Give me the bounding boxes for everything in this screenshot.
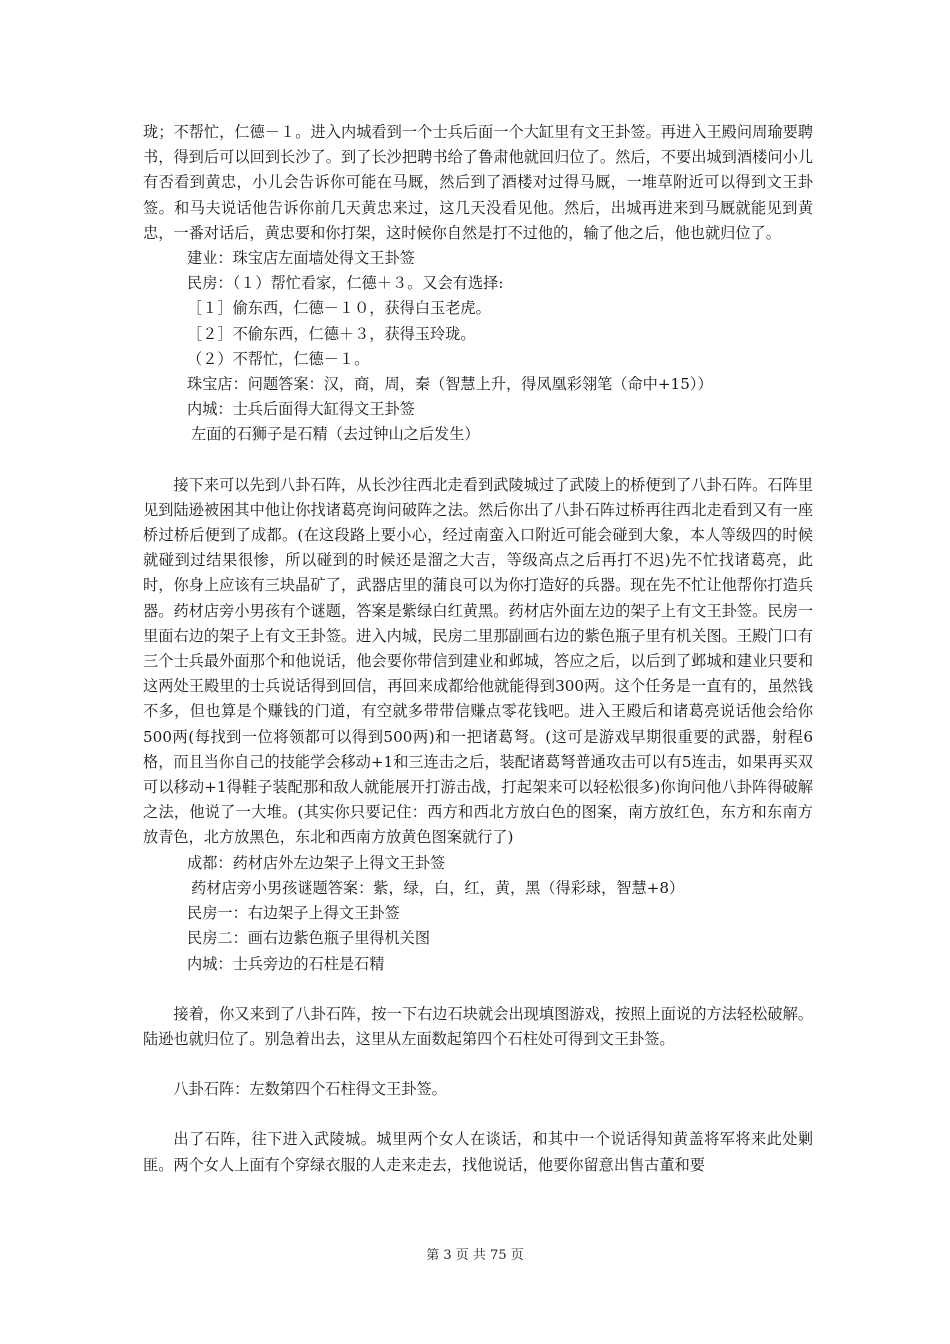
blank-line — [143, 448, 813, 473]
page-number: 第 3 页 共 75 页 — [426, 1248, 524, 1263]
list-item: 民房二：画右边紫色瓶子里得机关图 — [187, 929, 430, 948]
list-item: 内城：士兵后面得大缸得文王卦签 — [187, 400, 415, 419]
blank-line — [143, 977, 813, 1002]
list-item: ［２］不偷东西，仁德＋３，获得玉玲珑。 — [187, 324, 476, 343]
list-item: 成都：药材店外左边架子上得文王卦签 — [187, 853, 446, 872]
list-item: 内城：士兵旁边的石柱是石精 — [187, 954, 385, 973]
paragraph-bagua-return: 接着，你又来到了八卦石阵，按一下右边石块就会出现填图游戏，按照上面说的方法轻松破解。陆逊也就归位了。别急着出去，这里从左面数起第四个石柱处可得到文王卦签。 — [143, 1004, 813, 1048]
paragraph-bagua-summary: 八卦石阵：左数第四个石柱得文王卦签。 — [173, 1080, 447, 1099]
page-body — [143, 120, 813, 1178]
list-item: 民房：（１）帮忙看家，仁德＋３。又会有选择: — [187, 274, 504, 293]
list-item: 珠宝店：问题答案：汉，商，周，秦（智慧上升，得凤凰彩翎笔（命中+15）） — [187, 375, 713, 394]
list-item: 民房一：右边架子上得文王卦签 — [187, 904, 400, 923]
paragraph-wuling: 出了石阵，往下进入武陵城。城里两个女人在谈话，和其中一个说话得知黄盖将军将来此处剿匪。两个女人上面有个穿绿衣服的人走来走去，找他说话，他要你留意出售古董和要 — [143, 1130, 813, 1174]
list-item: 左面的石狮子是石精（去过钟山之后发生） — [191, 425, 480, 444]
list-jianye — [143, 246, 813, 448]
list-item: 药材店旁小男孩谜题答案：紫，绿，白，红，黄，黑（得彩球，智慧+8） — [191, 878, 685, 897]
blank-line — [143, 1102, 813, 1127]
blank-line — [143, 1052, 813, 1077]
paragraph-bagua-chengdu: 接下来可以先到八卦石阵，从长沙往西北走看到武陵城过了武陵上的桥便到了八卦石阵。石阵里见到陆逊被困其中他让你找诸葛亮询问破阵之法。然后你出了八卦石阵过桥再往西北走看到又有一座桥过桥后便到了成都。(在这段路上要小心，经过南蛮入口附近可能会碰到大象，本人等级四的时候就碰到过结果很惨，所以碰到的时候还是溜之大吉，等级高点之后再打不迟)先不忙找诸葛亮，此时，你身上应该有三块晶矿了，武器店里的蒲良可以为你打造好的兵器。现在先不忙让他帮你打造兵器。药材店旁小男孩有个谜题，答案是紫绿白红黄黑。药材店外面左边的架子上有文王卦签。民房一里面右边的架子上有文王卦签。进入内城，民房二里那副画右边的紫色瓶子里有机关图。王殿门口有三个士兵最外面那个和他说话，他会要你带信到建业和邺城，答应之后，以后到了邺城和建业只要和这两处王殿里的士兵说话得到回信，再回来成都给他就能得到300两。这个任务是一直有的，虽然钱不多，但也算是个赚钱的门道，有空就多带带信赚点零花钱吧。进入王殿后和诸葛亮说话他会给你 500两(每找到一位将领都可以得到500两)和一把诸葛弩。(这可是游戏早期很重要的武器，射程6格，而且当你自己的技能学会移动+1和三连击之后，装配诸葛弩普通攻击可以有5连击，如果再买双可以移动+1得鞋子装配那和敌人就能展开打游击战，打起架来可以轻松很多)你询问他八卦阵得破解之法，他说了一大堆。(其实你只要记住：西方和西北方放白色的图案，南方放红色，东方和东南方放青色，北方放黑色，东北和西南方放黄色图案就行了) — [143, 475, 813, 847]
list-item: ［１］偷东西，仁德－１０，获得白玉老虎。 — [187, 299, 491, 318]
list-chengdu — [143, 851, 813, 977]
list-item: 建业：珠宝店左面墙处得文王卦签 — [187, 249, 415, 268]
list-item: （２）不帮忙，仁德－１。 — [187, 349, 370, 368]
paragraph-intro: 珑；不帮忙，仁德－１。进入内城看到一个士兵后面一个大缸里有文王卦签。再进入王殿问周瑜要聘书，得到后可以回到长沙了。到了长沙把聘书给了鲁肃他就回归位了。然后，不要出城到酒楼问小儿有否看到黄忠，小儿会告诉你可能在马厩，然后到了酒楼对过得马厩，一堆草附近可以得到文王卦签。和马夫说话他告诉你前几天黄忠来过，这几天没看见他。然后，出城再进来到马厩就能见到黄忠，一番对话后，黄忠要和你打架，这时候你自然是打不过他的，输了他之后，他也就归位了。 — [143, 123, 813, 242]
